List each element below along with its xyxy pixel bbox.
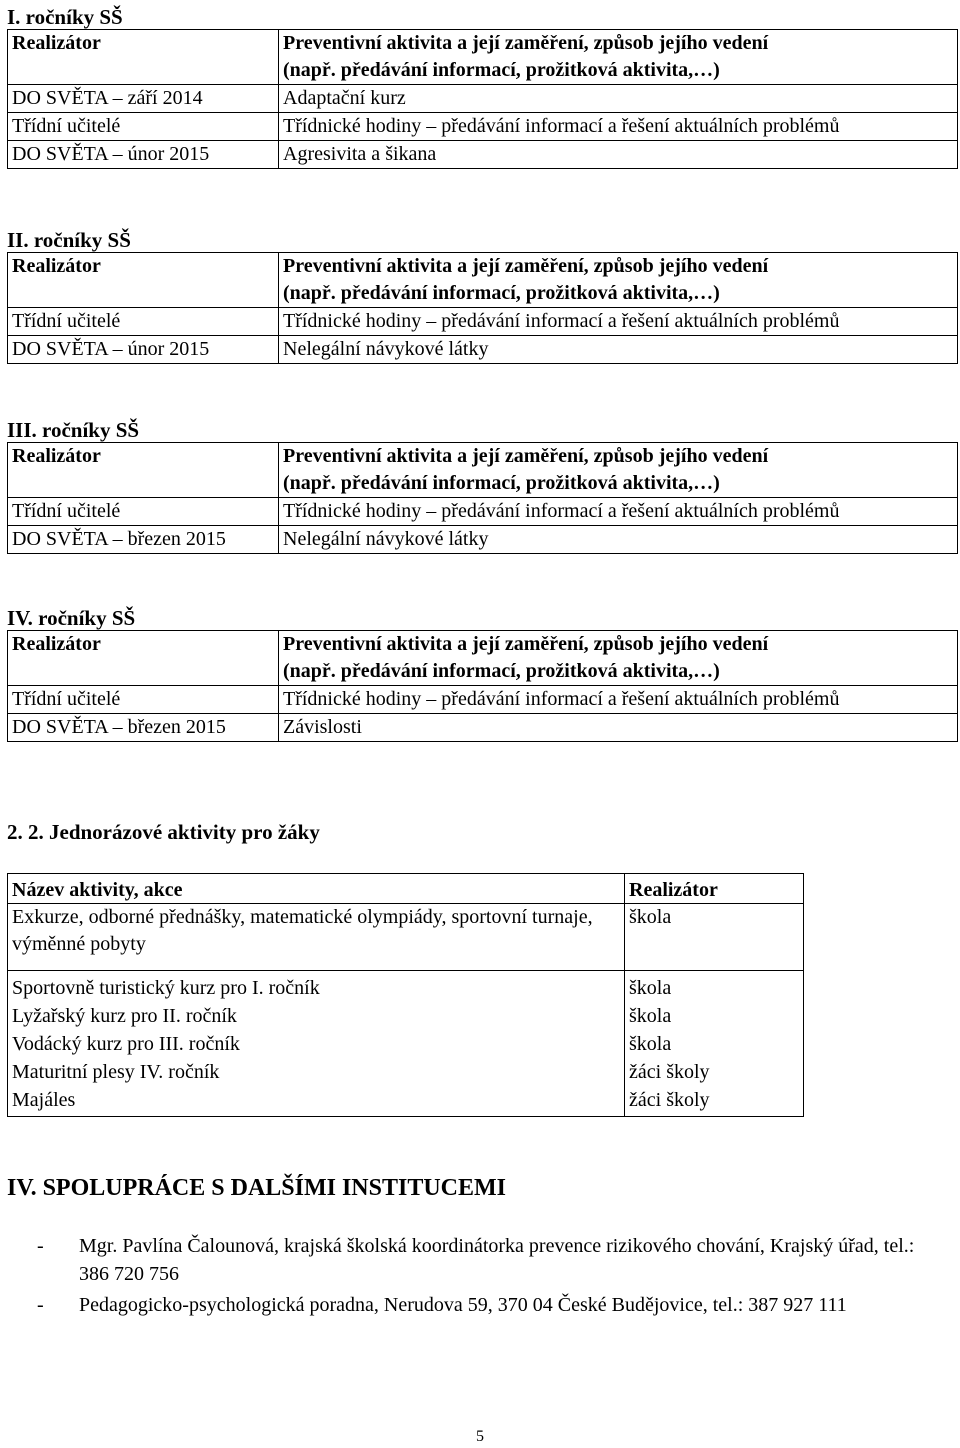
header-realizator: Realizátor	[625, 874, 804, 904]
list-item: žáci školy	[629, 1089, 710, 1111]
header-activity-line2: (např. předávání informací, prožitková aktivita,…)	[283, 282, 720, 304]
header-activity	[279, 443, 958, 498]
list-item: škola	[629, 1005, 672, 1027]
list-dash: -	[37, 1235, 44, 1257]
list-item: žáci školy	[629, 1061, 710, 1083]
list-item: škola	[629, 977, 672, 999]
cell-activity: Adaptační kurz	[279, 85, 958, 113]
table-row	[8, 686, 958, 714]
page-number: 5	[476, 1428, 484, 1445]
prevention-table	[7, 252, 958, 364]
list-item	[37, 1291, 937, 1319]
realizator-list-cell	[625, 971, 804, 1117]
header-activity-name: Název aktivity, akce	[8, 874, 625, 904]
cell-realizator: DO SVĚTA – březen 2015	[8, 526, 279, 554]
list-dash: -	[37, 1294, 44, 1316]
cell-realizator: Třídní učitelé	[8, 113, 279, 141]
header-activity	[279, 253, 958, 308]
header-activity	[279, 30, 958, 85]
section-grade-4	[7, 606, 957, 742]
table-row	[8, 971, 804, 1117]
table-header-row	[8, 30, 958, 85]
one-time-activities-heading: 2. 2. Jednorázové aktivity pro žáky	[7, 820, 320, 844]
table-header-row	[8, 631, 958, 686]
cell-activity: Nelegální návykové látky	[279, 526, 958, 554]
header-activity-line1: Preventivní aktivita a její zaměření, způsob jejího vedení	[283, 633, 769, 655]
section-grade-3	[7, 418, 957, 554]
cell-activity: Třídnické hodiny – předávání informací a řešení aktuálních problémů	[279, 308, 958, 336]
cell-realizator: DO SVĚTA – únor 2015	[8, 336, 279, 364]
table-row	[8, 526, 958, 554]
cell-activity: Třídnické hodiny – předávání informací a řešení aktuálních problémů	[279, 113, 958, 141]
table-row	[8, 113, 958, 141]
header-activity-line1: Preventivní aktivita a její zaměření, způsob jejího vedení	[283, 32, 769, 54]
cell-realizator: škola	[625, 904, 804, 971]
section-grade-2	[7, 228, 957, 364]
list-item: Majáles	[12, 1089, 76, 1111]
cell-realizator: DO SVĚTA – září 2014	[8, 85, 279, 113]
cooperation-list	[37, 1232, 937, 1322]
table-row	[8, 85, 958, 113]
table-row	[8, 336, 958, 364]
prevention-table	[7, 630, 958, 742]
table-header-row	[8, 874, 804, 904]
table-header-row	[8, 253, 958, 308]
table-row	[8, 308, 958, 336]
prevention-table	[7, 29, 958, 169]
table-row	[8, 498, 958, 526]
table-row	[8, 714, 958, 742]
header-activity-line2: (např. předávání informací, prožitková aktivita,…)	[283, 59, 720, 81]
prevention-table	[7, 442, 958, 554]
cooperation-heading: IV. SPOLUPRÁCE S DALŠÍMI INSTITUCEMI	[7, 1175, 506, 1201]
activity-list-cell	[8, 971, 625, 1117]
list-item: Vodácký kurz pro III. ročník	[12, 1033, 240, 1055]
list-item	[37, 1232, 937, 1288]
one-time-activities-table	[7, 873, 804, 1117]
cell-activity: Třídnické hodiny – předávání informací a řešení aktuálních problémů	[279, 686, 958, 714]
cell-realizator: Třídní učitelé	[8, 686, 279, 714]
cell-realizator: Třídní učitelé	[8, 308, 279, 336]
list-item-text: Pedagogicko-psychologická poradna, Nerudova 59, 370 04 České Budějovice, tel.: 387 927 111	[79, 1294, 847, 1316]
cell-realizator: DO SVĚTA – březen 2015	[8, 714, 279, 742]
cell-realizator: Třídní učitelé	[8, 498, 279, 526]
list-item-text: Mgr. Pavlína Čalounová, krajská školská koordinátorka prevence rizikového chování, Krajský úřad, tel.: 386 720 756	[79, 1235, 915, 1285]
cell-activity: Závislosti	[279, 714, 958, 742]
cell-realizator: DO SVĚTA – únor 2015	[8, 141, 279, 169]
header-activity-line2: (např. předávání informací, prožitková aktivita,…)	[283, 472, 720, 494]
header-realizator: Realizátor	[8, 253, 279, 308]
cell-activity: Nelegální návykové látky	[279, 336, 958, 364]
table-header-row	[8, 443, 958, 498]
header-activity-line1: Preventivní aktivita a její zaměření, způsob jejího vedení	[283, 255, 769, 277]
header-activity-line1: Preventivní aktivita a její zaměření, způsob jejího vedení	[283, 445, 769, 467]
list-item: Maturitní plesy IV. ročník	[12, 1061, 220, 1083]
section-grade-1	[7, 5, 957, 169]
cell-activity: Exkurze, odborné přednášky, matematické olympiády, sportovní turnaje, výměnné pobyty	[8, 904, 625, 971]
header-activity	[279, 631, 958, 686]
section-title: III. ročníky SŠ	[7, 418, 140, 442]
cell-activity: Třídnické hodiny – předávání informací a řešení aktuálních problémů	[279, 498, 958, 526]
header-realizator: Realizátor	[8, 30, 279, 85]
table-row	[8, 904, 804, 971]
list-item: škola	[629, 1033, 672, 1055]
header-activity-line2: (např. předávání informací, prožitková aktivita,…)	[283, 660, 720, 682]
header-realizator: Realizátor	[8, 631, 279, 686]
section-title: II. ročníky SŠ	[7, 228, 131, 252]
list-item: Sportovně turistický kurz pro I. ročník	[12, 977, 320, 999]
cell-activity: Agresivita a šikana	[279, 141, 958, 169]
section-title: I. ročníky SŠ	[7, 5, 123, 29]
table-row	[8, 141, 958, 169]
header-realizator: Realizátor	[8, 443, 279, 498]
list-item: Lyžařský kurz pro II. ročník	[12, 1005, 237, 1027]
section-title: IV. ročníky SŠ	[7, 606, 136, 630]
